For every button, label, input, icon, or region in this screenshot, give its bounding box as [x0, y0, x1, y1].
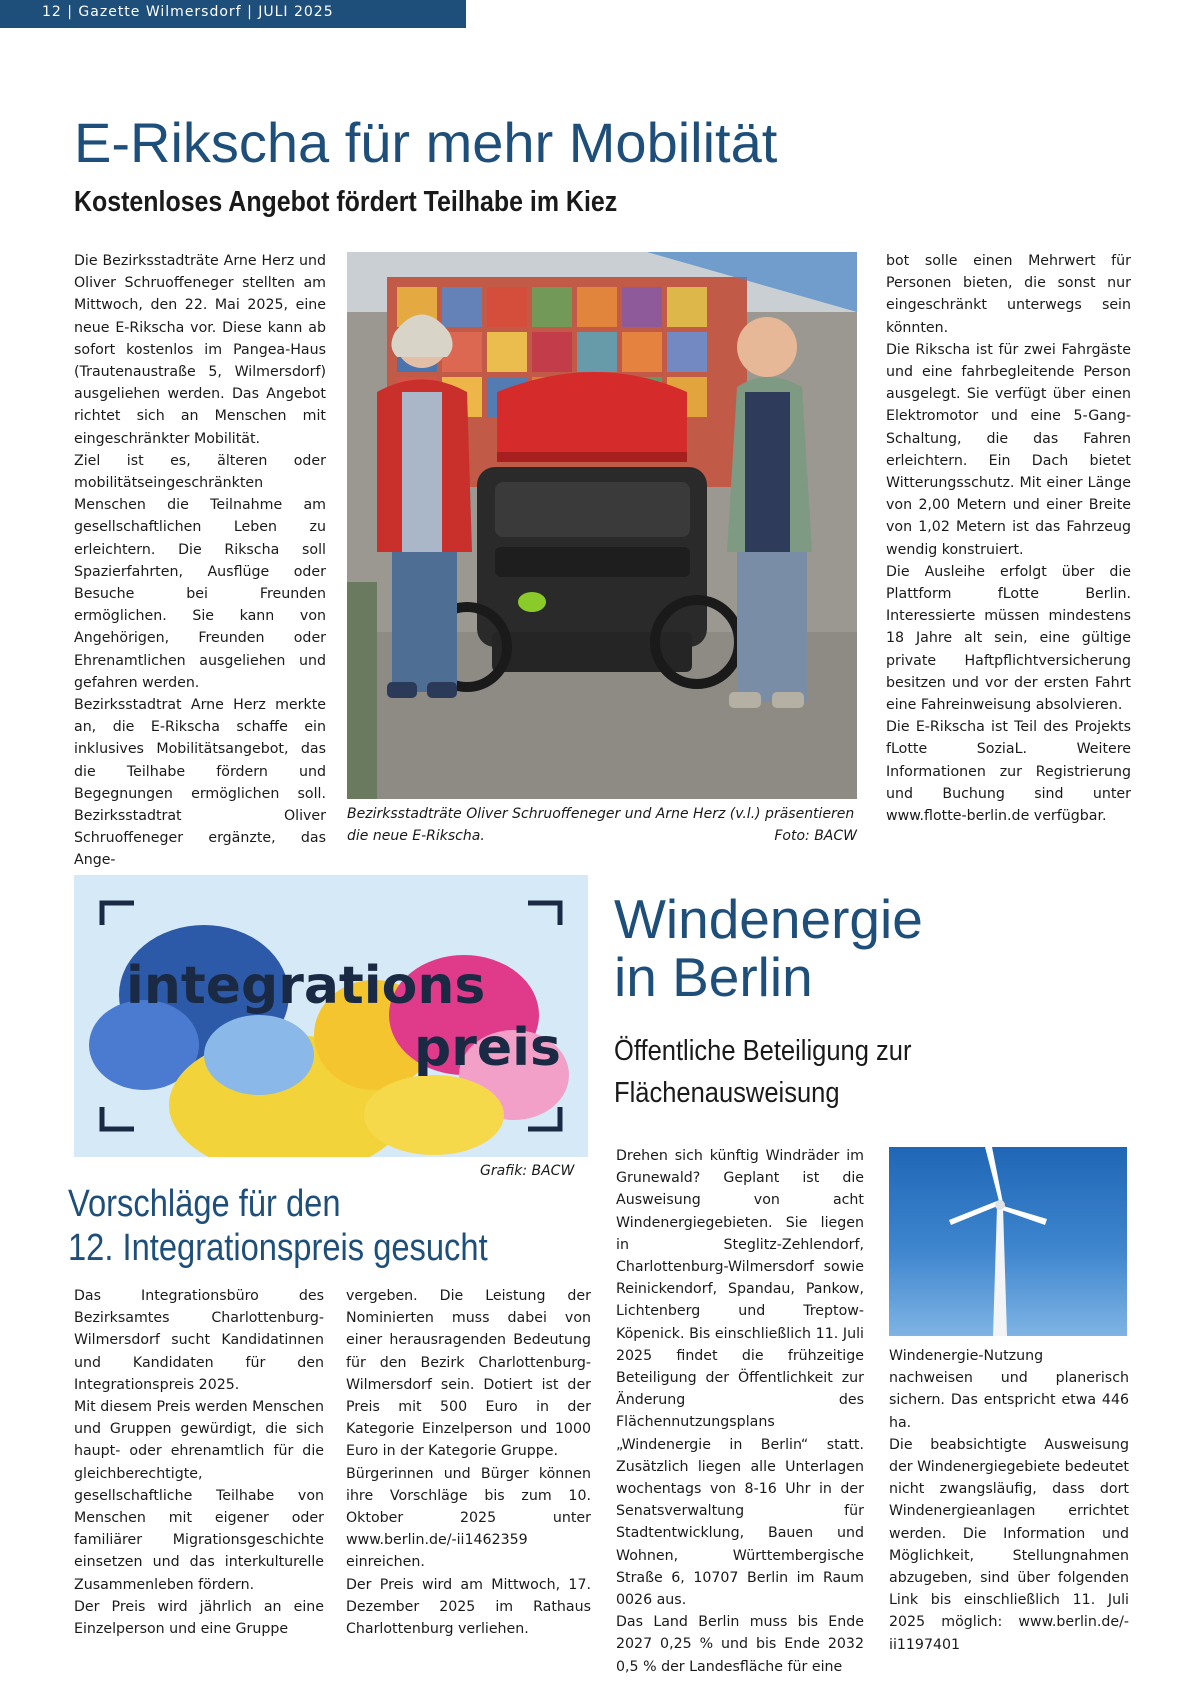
paragraph: Der Preis wird jährlich an eine Einzelperson und eine Gruppe — [74, 1598, 324, 1638]
subtitle-line: Flächenausweisung — [614, 1077, 840, 1109]
paragraph: Die Rikscha ist für zwei Fahrgäste und eine fahrbegleitende Person ausgelegt. Sie verfügt über einen Elektromotor und eine 5-Gang-Schaltung, die das Fahren erleichtern. Ein Dach bietet Witterungsschutz. Mit einer Länge von 2,00 Metern und einer Breite von 1,02 Metern ist das Fahrzeug wendig konstruiert. — [886, 341, 1131, 558]
title-line: in Berlin — [614, 946, 813, 1008]
integrationspreis-illustration — [74, 875, 588, 1157]
article-subtitle: Kostenloses Angebot fördert Teilhabe im Kiez — [74, 186, 618, 218]
title-line: Vorschläge für den — [68, 1183, 341, 1225]
photo-credit: Foto: BACW — [774, 828, 857, 844]
wind-turbine-illustration — [889, 1147, 1127, 1336]
article-column-1 — [74, 250, 326, 872]
integrationspreis-column-2 — [346, 1285, 591, 1640]
wind-turbine-photo — [889, 1147, 1127, 1336]
integrationspreis-graphic — [74, 875, 588, 1157]
graphic-word-preis: preis — [414, 1018, 561, 1078]
paragraph: Die Ausleihe erfolgt über die Plattform fLotte Berlin. Interessierte müssen mindestens 18 Jahre alt sein, eine gültige private Haftpflichtversicherung besitzen und vor der ersten Fahrt eine Fahreinweisung absolvieren. — [886, 563, 1131, 714]
title-line: Windenergie — [614, 888, 923, 950]
paragraph: Das Integrationsbüro des Bezirksamtes Charlottenburg-Wilmersdorf sucht Kandidatinnen und Kandidaten für den Integrationspreis 2025. — [74, 1288, 324, 1393]
photo-caption — [347, 803, 857, 847]
article-title: E-Rikscha für mehr Mobilität — [74, 111, 778, 174]
caption-text: Bezirksstadträte Oliver Schruoffeneger und Arne Herz (v.l.) präsentieren die neue E-Rikscha. — [347, 806, 855, 844]
subtitle-line: Öffentliche Beteiligung zur — [614, 1035, 912, 1067]
article-column-2 — [886, 250, 1131, 827]
paragraph: Ziel ist es, älteren oder mobilitätseingeschränkten Menschen die Teilnahme am gesellschaftlichen Leben zu erleichtern. Die Rikscha soll Spazierfahrten, Ausflüge oder Besuche bei Freunden ermöglichen. Sie kann von Angehörigen, Freunden oder Ehrenamtlichen ausgeliehen und gefahren werden. — [74, 452, 326, 691]
windenergie-title — [614, 890, 923, 1006]
paragraph: Der Preis wird am Mittwoch, 17. Dezember 2025 im Rathaus Charlottenburg verliehen. — [346, 1576, 591, 1638]
title-line: 12. Integrationspreis gesucht — [68, 1227, 488, 1269]
paragraph: Bezirksstadtrat Arne Herz merkte an, die E-Rikscha schaffe ein inklusives Mobilitätsangebot, das die Teilhabe fördern und Begegnungen ermöglichen soll. Bezirksstadtrat Oliver Schruoffeneger ergänzte, das Ange- — [74, 697, 326, 869]
paragraph: Die beabsichtigte Ausweisung der Windenergiegebiete bedeutet nicht zwangsläufig, dass dort Windenergieanlagen errichtet werden. Die Information und Möglichkeit, Stellungnahmen abzugeben, sind über folgenden Link bis einschließlich 11. Juli 2025 möglich: www.berlin.de/-ii1197401 — [889, 1436, 1129, 1653]
windenergie-subtitle — [614, 1030, 911, 1114]
paragraph: Mit diesem Preis werden Menschen und Gruppen gewürdigt, die sich haupt- oder ehrenamtlich für die gleichberechtigte, gesellschaftliche Teilhabe von Menschen mit eigener oder familiärer Migrationsgeschichte einsetzen und das interkulturelle Zusammenleben fördern. — [74, 1399, 324, 1593]
graphic-credit: Grafik: BACW — [480, 1163, 575, 1179]
paragraph: Die E-Rikscha ist Teil des Projekts fLotte SoziaL. Weitere Informationen zur Registrierung und Buchung sind unter www.flotte-berlin.de verfügbar. — [886, 719, 1131, 825]
integrationspreis-column-1 — [74, 1285, 324, 1640]
windenergie-column-2 — [889, 1345, 1129, 1656]
windenergie-column-1 — [616, 1145, 864, 1678]
paragraph: Windenergie-Nutzung nachweisen und planerisch sichern. Das entspricht etwa 446 ha. — [889, 1348, 1129, 1431]
paragraph: Drehen sich künftig Windräder im Grunewald? Geplant ist die Ausweisung von acht Windenergiegebieten. Sie liegen in Steglitz-Zehlendorf, Charlottenburg-Wilmersdorf sowie Reinickendorf, Spandau, Pankow, Lichtenberg und Treptow-Köpenick. Bis einschließlich 11. Juli 2025 findet die frühzeitige Beteiligung der Öffentlichkeit zur Änderung des Flächennutzungsplans „Windenergie in Berlin“ statt. Zusätzlich liegen alle Unterlagen wochentags von 8-16 Uhr in der Senatsverwaltung für Stadtentwicklung, Bauen und Wohnen, Württembergische Straße 6, 10707 Berlin im Raum 0026 aus. — [616, 1148, 864, 1609]
paragraph: Bürgerinnen und Bürger können ihre Vorschläge bis zum 10. Oktober 2025 unter www.berlin.de/-ii1462359 einreichen. — [346, 1465, 591, 1571]
rikscha-photo-illustration — [347, 252, 857, 799]
integrationspreis-title — [68, 1182, 488, 1270]
paragraph: Das Land Berlin muss bis Ende 2027 0,25 % und bis Ende 2032 0,5 % der Landesfläche für eine — [616, 1614, 864, 1675]
paragraph: vergeben. Die Leistung der Nominierten muss dabei von einer herausragenden Bedeutung für den Bezirk Charlottenburg-Wilmersdorf sein. Dotiert ist der Preis mit 500 Euro in der Kategorie Einzelperson und 1000 Euro in der Kategorie Gruppe. — [346, 1288, 591, 1460]
paragraph: bot solle einen Mehrwert für Personen bieten, die sonst nur eingeschränkt unterwegs sein könnten. — [886, 253, 1131, 336]
page-header: 12 | Gazette Wilmersdorf | JULI 2025 — [42, 4, 334, 20]
graphic-word-integrations: integrations — [126, 956, 486, 1016]
paragraph: Die Bezirksstadträte Arne Herz und Oliver Schruoffeneger stellten am Mittwoch, den 22. Mai 2025, eine neue E-Rikscha vor. Diese kann ab sofort kostenlos im Pangea-Haus (Trautenaustraße 5, Wilmersdorf) ausgeliehen werden. Das Angebot richtet sich an Menschen mit eingeschränkter Mobilität. — [74, 253, 326, 447]
rikscha-photo — [347, 252, 857, 799]
